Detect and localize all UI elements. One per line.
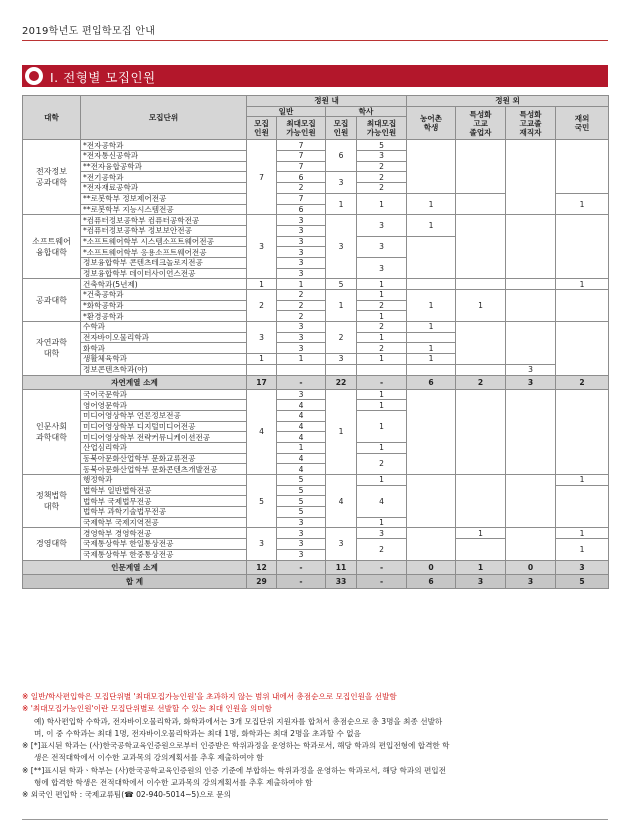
bac-max-cell: 1 — [357, 311, 407, 322]
note-line: 며, 이 중 수학과는 최대 1명, 전자바이오물리학과는 최대 1명, 화학과는 최대 2명을 초과할 수 없음 — [34, 728, 361, 738]
bac-max-cell: 2 — [357, 343, 407, 354]
unit-cell: *컴퓨터정보공학부 컴퓨터공학전공 — [81, 215, 247, 226]
subtotal-cell: - — [357, 560, 407, 574]
gen-rec-cell: 3 — [247, 322, 277, 354]
foreign-cell: 1 — [556, 539, 609, 560]
special-cell: 1 — [456, 290, 506, 322]
subtotal-cell: 12 — [247, 560, 277, 574]
bac-rec-cell: 3 — [326, 354, 357, 365]
unit-cell: *전자재료공학과 — [81, 183, 247, 194]
col-gen-rec: 모집 인원 — [247, 117, 277, 140]
gen-rec-cell: 1 — [247, 354, 277, 365]
unit-cell: 정보콘텐츠학과(야) — [81, 364, 247, 375]
note-line: ※ [**]표시된 학과ㆍ학부는 (사)한국공학교육인증원의 인증 기준에 부합하는 학위과정을 운영하는 학과로서, 해당 학과의 편입전 — [22, 765, 446, 775]
subtotal-cell: 3 — [506, 375, 556, 389]
total-row — [23, 574, 609, 588]
gen-max-cell: 3 — [277, 225, 326, 236]
unit-cell: 건축학과(5년제) — [81, 279, 247, 290]
bac-max-cell: 3 — [357, 528, 407, 539]
subtotal-cell: 2 — [456, 375, 506, 389]
total-cell: 33 — [326, 574, 357, 588]
unit-cell: 국어국문학과 — [81, 389, 247, 400]
footer-divider — [22, 819, 608, 820]
col-out-quota: 정원 외 — [407, 96, 609, 107]
gen-max-cell: 2 — [277, 183, 326, 194]
unit-cell: 정보융합학부 콘텐츠테크놀로지전공 — [81, 257, 247, 268]
gen-max-cell: 7 — [277, 193, 326, 204]
unit-cell: *전기공학과 — [81, 172, 247, 183]
bac-rec-cell: 4 — [326, 475, 357, 528]
bac-max-cell: 1 — [357, 517, 407, 528]
total-cell: 3 — [456, 574, 506, 588]
unit-cell: 동북아문화산업학부 문화교류전공 — [81, 453, 247, 464]
bac-rec-cell: 1 — [326, 290, 357, 322]
unit-cell: 영어영문학과 — [81, 400, 247, 411]
bac-max-cell: 1 — [357, 290, 407, 301]
gen-max-cell: 6 — [277, 204, 326, 215]
bac-max-cell: 1 — [357, 279, 407, 290]
gen-rec-cell: 3 — [247, 215, 277, 279]
dept-cell: 인문사회 과학대학 — [23, 389, 81, 475]
bac-rec-cell: 6 — [326, 140, 357, 172]
bac-rec-cell: 5 — [326, 279, 357, 290]
unit-cell: **로봇학부 정보제어전공 — [81, 193, 247, 204]
gen-max-cell: 3 — [277, 215, 326, 226]
bac-max-cell: 3 — [357, 236, 407, 257]
bac-rec-cell: 3 — [326, 172, 357, 193]
total-cell: 5 — [556, 574, 609, 588]
gen-max-cell: 5 — [277, 485, 326, 496]
bac-max-cell: 1 — [357, 354, 407, 365]
total-cell: 29 — [247, 574, 277, 588]
col-special: 특성화 고교 졸업자 — [456, 106, 506, 140]
bac-max-cell: 2 — [357, 300, 407, 311]
note-line: 예) 학사편입학 수학과, 전자바이오물리학과, 화학과에서는 3개 모집단위 지원자를 합쳐서 총점순으로 총 3명을 최종 선발하 — [34, 716, 443, 726]
unit-cell: 법학부 국제법무전공 — [81, 496, 247, 507]
bac-max-cell: 5 — [357, 140, 407, 151]
gen-rec-cell: 7 — [247, 140, 277, 215]
unit-cell: 국제학부 국제지역전공 — [81, 517, 247, 528]
university-emblem-icon — [25, 67, 43, 85]
unit-cell: *화학공학과 — [81, 300, 247, 311]
gen-max-cell: 5 — [277, 475, 326, 486]
farm-cell: 1 — [407, 215, 456, 236]
subtotal-cell: 6 — [407, 375, 456, 389]
unit-cell: 법학부 일반법학전공 — [81, 485, 247, 496]
bac-max-cell: 3 — [357, 257, 407, 278]
subtotal-row — [23, 560, 609, 574]
subtotal-cell: - — [357, 375, 407, 389]
subtotal-label: 자연계열 소계 — [23, 375, 247, 389]
gen-max-cell: 5 — [277, 496, 326, 507]
col-farm: 농어촌 학생 — [407, 106, 456, 140]
note-line: 형에 합격한 학생은 전적대학에서 이수한 교과목의 강의계획서를 추후 제출하여야 함 — [34, 778, 313, 788]
col-general: 일반 — [247, 106, 326, 117]
notes — [22, 691, 612, 802]
dept-cell: 공과대학 — [23, 279, 81, 322]
bac-max-cell: 2 — [357, 539, 407, 560]
special-cell: 1 — [456, 528, 506, 539]
bac-max-cell: 2 — [357, 172, 407, 183]
unit-cell: *전자통신공학과 — [81, 151, 247, 162]
subtotal-cell: 22 — [326, 375, 357, 389]
gen-max-cell: 4 — [277, 432, 326, 443]
gen-max-cell: 3 — [277, 236, 326, 247]
gen-max-cell: 7 — [277, 151, 326, 162]
foreign-cell: 1 — [556, 279, 609, 290]
gen-max-cell: 2 — [277, 290, 326, 301]
gen-max-cell: 3 — [277, 247, 326, 258]
gen-max-cell: 1 — [277, 279, 326, 290]
unit-cell: *전자공학과 — [81, 140, 247, 151]
gen-max-cell: 4 — [277, 421, 326, 432]
bac-max-cell: 1 — [357, 332, 407, 343]
bac-max-cell: 2 — [357, 161, 407, 172]
dept-cell: 전자정보 공과대학 — [23, 140, 81, 215]
gen-max-cell: 2 — [277, 300, 326, 311]
foreign-cell: 1 — [556, 193, 609, 214]
unit-cell: 전자바이오물리학과 — [81, 332, 247, 343]
gen-max-cell: 5 — [277, 507, 326, 518]
unit-cell: *건축공학과 — [81, 290, 247, 301]
gen-max-cell: 6 — [277, 172, 326, 183]
note-line: ※ 외국인 편입학 : 국제교류팀(☎ 02-940-5014~5)으로 문의 — [22, 790, 231, 800]
total-label: 합 계 — [23, 574, 247, 588]
unit-cell: 국제통상학부 한중통상전공 — [81, 549, 247, 560]
bac-max-cell: 3 — [357, 215, 407, 236]
total-cell: - — [277, 574, 326, 588]
bac-rec-cell: 1 — [326, 389, 357, 475]
bac-max-cell: 3 — [357, 151, 407, 162]
dept-cell: 자연과학 대학 — [23, 322, 81, 375]
bac-rec-cell: 1 — [326, 193, 357, 214]
col-bac-rec: 모집 인원 — [326, 117, 357, 140]
note-line: ※ '최대모집가능인원'이란 모집단위별로 선발할 수 있는 최대 인원을 의미함 — [22, 704, 272, 714]
farm-cell: 1 — [407, 322, 456, 333]
col-special-work: 특성화 고교졸 재직자 — [506, 106, 556, 140]
subtotal-row — [23, 375, 609, 389]
subtotal-cell: 2 — [556, 375, 609, 389]
bac-max-cell: 1 — [357, 193, 407, 214]
foreign-cell: 1 — [556, 475, 609, 486]
col-in-quota: 정원 내 — [247, 96, 407, 107]
unit-cell: 수학과 — [81, 322, 247, 333]
bac-max-cell: 1 — [357, 389, 407, 400]
subtotal-label: 인문계열 소계 — [23, 560, 247, 574]
subtotal-cell: 1 — [456, 560, 506, 574]
gen-rec-cell: 5 — [247, 475, 277, 528]
gen-max-cell: 3 — [277, 389, 326, 400]
gen-max-cell: 3 — [277, 322, 326, 333]
col-bachelor: 학사 — [326, 106, 407, 117]
unit-cell: 화학과 — [81, 343, 247, 354]
unit-cell: 동북아문화산업학부 문화콘텐츠개발전공 — [81, 464, 247, 475]
bac-max-cell: 1 — [357, 400, 407, 411]
unit-cell: 산업심리학과 — [81, 442, 247, 453]
gen-max-cell: 4 — [277, 453, 326, 464]
bac-max-cell: 1 — [357, 475, 407, 486]
subtotal-cell: 0 — [506, 560, 556, 574]
total-cell: 6 — [407, 574, 456, 588]
gen-max-cell: 3 — [277, 517, 326, 528]
gen-max-cell: 4 — [277, 464, 326, 475]
unit-cell: 경영학부 경영학전공 — [81, 528, 247, 539]
gen-max-cell: 4 — [277, 410, 326, 421]
bac-rec-cell: 3 — [326, 215, 357, 279]
gen-max-cell: 1 — [277, 442, 326, 453]
gen-rec-cell: 3 — [247, 528, 277, 560]
gen-rec-cell: 1 — [247, 279, 277, 290]
gen-max-cell: 3 — [277, 343, 326, 354]
farm-cell: 1 — [407, 343, 456, 354]
gen-max-cell: 2 — [277, 311, 326, 322]
subtotal-cell: - — [277, 560, 326, 574]
unit-cell: 미디어영상학부 전략커뮤니케이션전공 — [81, 432, 247, 443]
bac-max-cell: 2 — [357, 183, 407, 194]
col-college: 대학 — [23, 96, 81, 140]
gen-rec-cell: 4 — [247, 389, 277, 475]
unit-cell: **로봇학부 지능시스템전공 — [81, 204, 247, 215]
foreign-cell: 1 — [556, 528, 609, 539]
unit-cell: 행정학과 — [81, 475, 247, 486]
unit-cell: *소프트웨어학부 응용소프트웨어전공 — [81, 247, 247, 258]
unit-cell: 정보융합학부 데이터사이언스전공 — [81, 268, 247, 279]
gen-max-cell: 7 — [277, 161, 326, 172]
col-bac-max: 최대모집 가능인원 — [357, 117, 407, 140]
farm-cell: 1 — [407, 193, 456, 214]
special-work-cell: 3 — [506, 364, 556, 375]
unit-cell: 국제통상학부 한일통상전공 — [81, 539, 247, 550]
bac-max-cell: 2 — [357, 453, 407, 474]
unit-cell: *컴퓨터정보공학부 정보보안전공 — [81, 225, 247, 236]
unit-cell: 법학부 과학기술법무전공 — [81, 507, 247, 518]
gen-max-cell: 3 — [277, 332, 326, 343]
note-line: ※ 일반/학사편입학은 모집단위별 '최대모집가능인원'을 초과하지 않는 범위 내에서 총점순으로 모집인원을 선발함 — [22, 692, 397, 701]
farm-cell: 1 — [407, 354, 456, 365]
gen-max-cell: 7 — [277, 140, 326, 151]
gen-max-cell: 3 — [277, 539, 326, 550]
gen-max-cell: 3 — [277, 549, 326, 560]
bac-max-cell: 4 — [357, 485, 407, 517]
subtotal-cell: 0 — [407, 560, 456, 574]
subtotal-cell: 17 — [247, 375, 277, 389]
unit-cell: *환경공학과 — [81, 311, 247, 322]
gen-max-cell: 3 — [277, 528, 326, 539]
gen-max-cell: 3 — [277, 257, 326, 268]
dept-cell: 정책법학 대학 — [23, 475, 81, 528]
note-line: ※ [*]표시된 학과는 (사)한국공학교육인증원으로부터 인증받은 학위과정을 운영하는 학과로서, 해당 학과의 편입전형에 합격한 학 — [22, 741, 450, 751]
gen-rec-cell: 2 — [247, 290, 277, 322]
section-title: Ⅰ. 전형별 모집인원 — [50, 70, 156, 85]
page-header: 2019학년도 편입학모집 안내 — [22, 26, 156, 37]
gen-max-cell: 1 — [277, 354, 326, 365]
gen-max-cell: 3 — [277, 268, 326, 279]
gen-max-cell: 4 — [277, 400, 326, 411]
subtotal-cell: - — [277, 375, 326, 389]
total-cell: - — [357, 574, 407, 588]
col-gen-max: 최대모집 가능인원 — [277, 117, 326, 140]
bac-max-cell: 1 — [357, 410, 407, 442]
unit-cell: 미디어영상학부 언론정보전공 — [81, 410, 247, 421]
section-banner — [22, 65, 608, 87]
farm-cell: 1 — [407, 290, 456, 322]
dept-cell: 경영대학 — [23, 528, 81, 560]
bac-max-cell: 1 — [357, 442, 407, 453]
total-cell: 3 — [506, 574, 556, 588]
subtotal-cell: 3 — [556, 560, 609, 574]
header-divider — [22, 40, 608, 41]
note-line: 생은 전적대학에서 이수한 교과목의 강의계획서를 추후 제출하여야 함 — [34, 753, 264, 763]
unit-cell: **전자융합공학과 — [81, 161, 247, 172]
col-foreign: 재외 국민 — [556, 106, 609, 140]
dept-cell: 소프트웨어 융합대학 — [23, 215, 81, 279]
subtotal-cell: 11 — [326, 560, 357, 574]
bac-max-cell: 2 — [357, 322, 407, 333]
unit-cell: 미디어영상학부 디지털미디어전공 — [81, 421, 247, 432]
unit-cell: 생활체육학과 — [81, 354, 247, 365]
bac-rec-cell: 2 — [326, 322, 357, 354]
unit-cell: *소프트웨어학부 시스템소프트웨어전공 — [81, 236, 247, 247]
admission-quota-table — [22, 95, 609, 589]
col-unit: 모집단위 — [81, 96, 247, 140]
bac-rec-cell: 3 — [326, 528, 357, 560]
